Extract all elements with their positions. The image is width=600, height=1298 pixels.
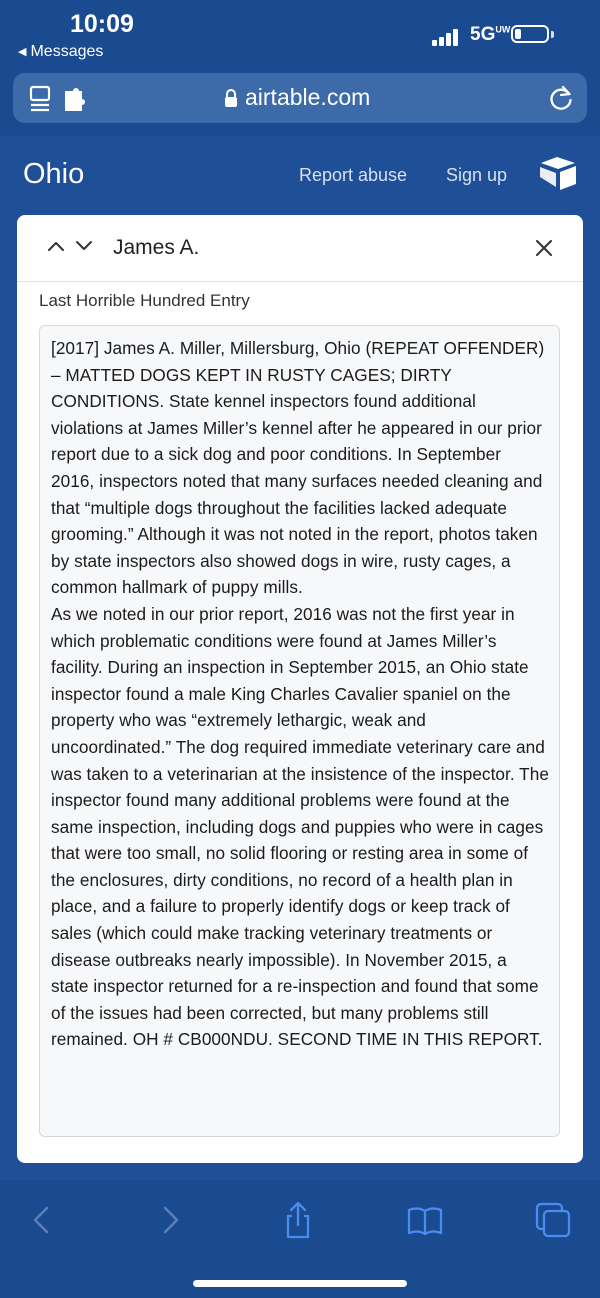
share-icon[interactable]: [278, 1200, 318, 1240]
sign-up-link[interactable]: Sign up: [446, 165, 508, 185]
close-icon[interactable]: [534, 238, 554, 258]
report-abuse-link[interactable]: Report abuse: [299, 165, 408, 185]
site-header: [0, 136, 600, 216]
record-card-header: [17, 215, 583, 282]
page-title: Ohio: [23, 158, 85, 190]
network-suffix: UW: [495, 24, 511, 35]
field-value[interactable]: [2017] James A. Miller, Millersburg, Ohio (REPEAT OFFENDER) – MATTED DOGS KEPT IN RUSTY CAGES; DIRTY CONDITIONS. State kennel inspectors found additional violations at James Miller’s kennel after he appeared in our prior report due to a sick dog and poor conditions. In September 2016, inspectors noted that many surfaces needed cleaning and that “multiple dogs throughout the facilities lacked adequate grooming.” Although it was not noted in the report, photos taken by state inspectors also showed dogs in wire, rusty cages, a common hallmark of puppy mills. As we noted in our prior report, 2016 was not the first year in which problematic conditions were found at James Miller’s facility. During an inspection in September 2015, an Ohio state inspector found a male King Charles Cavalier spaniel on the property who was “extremely lethargic, weak and uncoordinated.” The dog required immediate veterinary care and was taken to a veterinarian at the insistence of the inspector. The inspector found many additional problems were found at the same inspection, including dogs and puppies who were in cages that were too small, no solid flooring or resting area in some of the enclosures, dirty conditions, no record of a health plan in place, and a failure to properly identify dogs or keep track of sales (which could make tracking veterinary treatments or disease outbreaks nearly impossible). In November 2015, a state inspector returned for a re-inspection and found that some of the issues had been corrected, but many problems still remained. OH # CB000NDU. SECOND TIME IN THIS REPORT.: [39, 325, 560, 1137]
reload-icon[interactable]: [548, 85, 574, 111]
signal-icon: [432, 28, 464, 46]
url-text[interactable]: airtable.com: [245, 84, 371, 110]
back-to-messages[interactable]: [18, 43, 103, 61]
back-icon[interactable]: [22, 1200, 62, 1240]
record-title: James A.: [113, 236, 200, 259]
tabs-icon[interactable]: [533, 1200, 573, 1240]
browser-bar: [0, 70, 600, 136]
lock-icon: [224, 88, 238, 108]
airtable-logo-icon[interactable]: [538, 155, 578, 191]
chevron-up-icon[interactable]: [47, 239, 65, 253]
bookmarks-icon[interactable]: [405, 1200, 445, 1240]
reader-icon[interactable]: [29, 85, 87, 113]
forward-icon[interactable]: [150, 1200, 190, 1240]
browser-toolbar: [0, 1180, 600, 1298]
back-triangle-icon: ◀: [18, 46, 27, 58]
chevron-down-icon[interactable]: [75, 239, 93, 253]
status-time: 10:09: [70, 10, 134, 38]
battery-cap: [551, 31, 554, 38]
network-indicator: [470, 24, 510, 46]
back-app-label: Messages: [30, 43, 104, 60]
field-label: Last Horrible Hundred Entry: [39, 291, 250, 310]
status-bar: [0, 0, 600, 70]
record-card: [17, 215, 583, 1163]
address-bar[interactable]: [13, 73, 587, 123]
network-label: 5G: [470, 24, 496, 45]
home-indicator: [193, 1280, 407, 1287]
battery-icon: [511, 25, 549, 43]
